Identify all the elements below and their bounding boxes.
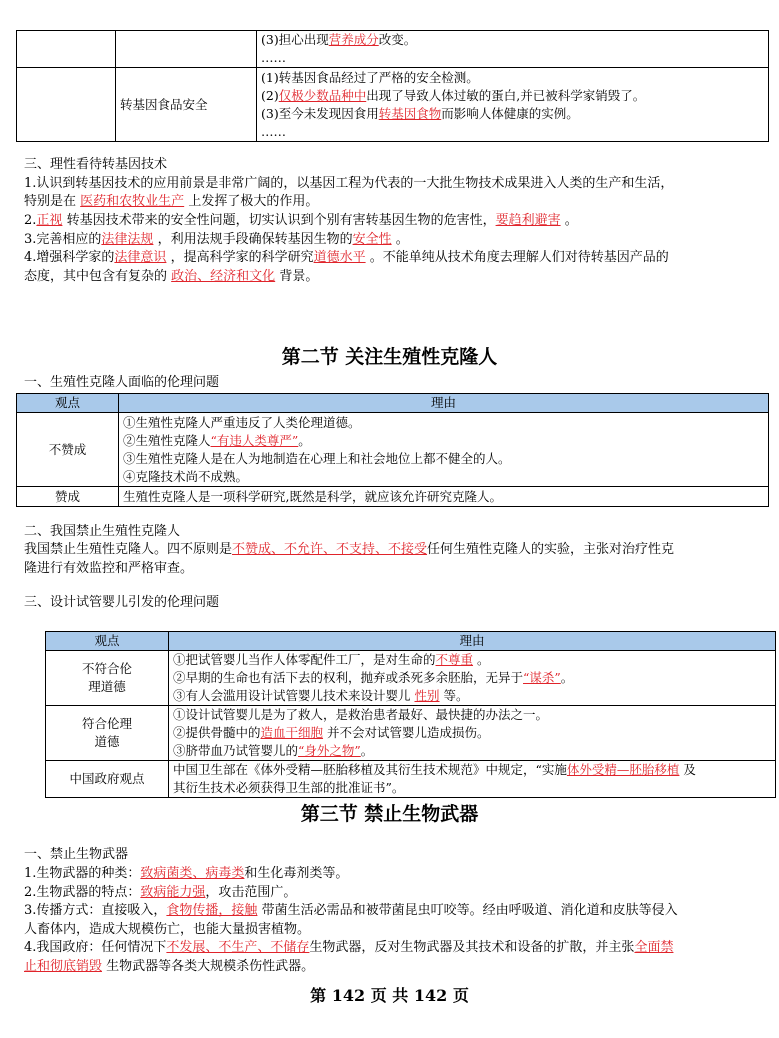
paragraph-line: 3.完善相应的法律法规 ，利用法规手段确保转基因生物的安全性 。 bbox=[24, 232, 409, 247]
table-row bbox=[46, 761, 776, 798]
table-header-row bbox=[46, 632, 776, 651]
section-heading: 二、我国禁止生殖性克隆人 bbox=[24, 524, 181, 539]
top-table bbox=[16, 30, 769, 142]
table-row bbox=[46, 706, 776, 761]
table-cell: 生殖性克隆人是一项科学研究,既然是科学，就应该允许研究克隆人。 bbox=[119, 487, 769, 507]
table-cell: 中国卫生部在《体外受精—胚胎移植及其衍生技术规范》中规定，“实施体外受精—胚胎移植 及 其衍生技术必须获得卫生部的批准证书”。 bbox=[169, 761, 776, 798]
row-label: 不赞成 bbox=[17, 413, 119, 487]
chapter-title: 第三节 禁止生物武器 bbox=[300, 803, 479, 825]
row-label: 中国政府观点 bbox=[46, 761, 169, 798]
table-row bbox=[17, 68, 769, 142]
section-heading: 三、理性看待转基因技术 bbox=[24, 157, 168, 172]
paragraph-line: 1.认识到转基因技术的应用前景是非常广阔的，以基因工程为代表的一大批生物技术成果进入人类的生产和生活， bbox=[24, 176, 674, 191]
paragraph-line: 止和彻底销毁 生物武器等各类大规模杀伤性武器。 bbox=[24, 959, 315, 974]
paragraph-line: 2.生物武器的特点：致病能力强，攻击范围广。 bbox=[24, 885, 297, 900]
table-header-row bbox=[17, 394, 769, 413]
paragraph-line: 3.传播方式：直接吸入，食物传播，接触 带菌生活必需品和被带菌昆虫叮咬等。经由呼吸道、消化道和皮肤等侵入 bbox=[24, 903, 678, 918]
table-row bbox=[17, 413, 769, 487]
chapter-title: 第二节 关注生殖性克隆人 bbox=[281, 346, 498, 368]
paragraph-line: 特别是在 医药和农牧业生产 上发挥了极大的作用。 bbox=[24, 194, 319, 209]
section-heading: 一、禁止生物武器 bbox=[24, 847, 129, 862]
table-cell: ①把试管婴儿当作人体零配件工厂，是对生命的不尊重 。 ②早期的生命也有活下去的权利，抛弃或杀死多余胚胎，无异于“谋杀”。 ③有人会滥用设计试管婴儿技术来设计婴儿 性别 等。 bbox=[169, 651, 776, 706]
paragraph-line: 人畜体内，造成大规模伤亡，也能大量损害植物。 bbox=[24, 922, 311, 937]
table-cell: ①设计试管婴儿是为了救人，是救治患者最好、最快捷的办法之一。 ②提供骨髓中的造血干细胞 并不会对试管婴儿造成损伤。 ③脐带血乃试管婴儿的“身外之物”。 bbox=[169, 706, 776, 761]
column-header: 观点 bbox=[46, 632, 169, 651]
table-cell: (1)转基因食品经过了严格的安全检测。 (2)仅极少数品种中出现了导致人体过敏的蛋白,并已被科学家销毁了。 (3)至今未发现因食用转基因食物而影响人体健康的实例。 …… bbox=[257, 68, 769, 142]
clone-ethics-table bbox=[16, 393, 769, 507]
table-cell-empty bbox=[116, 31, 257, 68]
paragraph-line: 4.增强科学家的法律意识 ，提高科学家的科学研究道德水平 。不能单纯从技术角度去理解人们对待转基因产品的 bbox=[24, 250, 669, 265]
table-cell-empty bbox=[17, 68, 116, 142]
table-cell-empty bbox=[17, 31, 116, 68]
section-heading: 三、设计试管婴儿引发的伦理问题 bbox=[24, 595, 220, 610]
section-heading: 一、生殖性克隆人面临的伦理问题 bbox=[24, 375, 220, 390]
table-cell: (3)担心出现营养成分改变。 …… bbox=[257, 31, 769, 68]
table-cell: ①生殖性克隆人严重违反了人类伦理道德。 ②生殖性克隆人“有违人类尊严”。 ③生殖性克隆人是在人为地制造在心理上和社会地位上都不健全的人。 ④克隆技术尚不成熟。 bbox=[119, 413, 769, 487]
paragraph-line: 我国禁止生殖性克隆人。四不原则是不赞成、不允许、不支持、不接受任何生殖性克隆人的实验，主张对治疗性克 bbox=[24, 542, 675, 557]
paragraph-line: 态度，其中包含有复杂的 政治、经济和文化 背景。 bbox=[24, 269, 319, 284]
row-label: 不符合伦 理道德 bbox=[46, 651, 169, 706]
row-label: 赞成 bbox=[17, 487, 119, 507]
table-row bbox=[46, 651, 776, 706]
table-row bbox=[17, 31, 769, 68]
paragraph-line: 1.生物武器的种类：致病菌类、病毒类和生化毒剂类等。 bbox=[24, 866, 349, 881]
ivf-ethics-table bbox=[45, 631, 776, 798]
row-label: 转基因食品安全 bbox=[116, 68, 257, 142]
column-header: 理由 bbox=[119, 394, 769, 413]
row-label: 符合伦理 道德 bbox=[46, 706, 169, 761]
table-row bbox=[17, 487, 769, 507]
column-header: 观点 bbox=[17, 394, 119, 413]
column-header: 理由 bbox=[169, 632, 776, 651]
paragraph-line: 2.正视 转基因技术带来的安全性问题，切实认识到个别有害转基因生物的危害性，要趋利避害 。 bbox=[24, 213, 578, 228]
paragraph-line: 隆进行有效监控和严格审查。 bbox=[24, 561, 194, 576]
paragraph-line: 4.我国政府：任何情况下不发展、不生产、不储存生物武器，反对生物武器及其技术和设备的扩散，并主张全面禁 bbox=[24, 940, 674, 955]
page-footer: 第 142 页 共 142 页 bbox=[310, 986, 469, 1005]
